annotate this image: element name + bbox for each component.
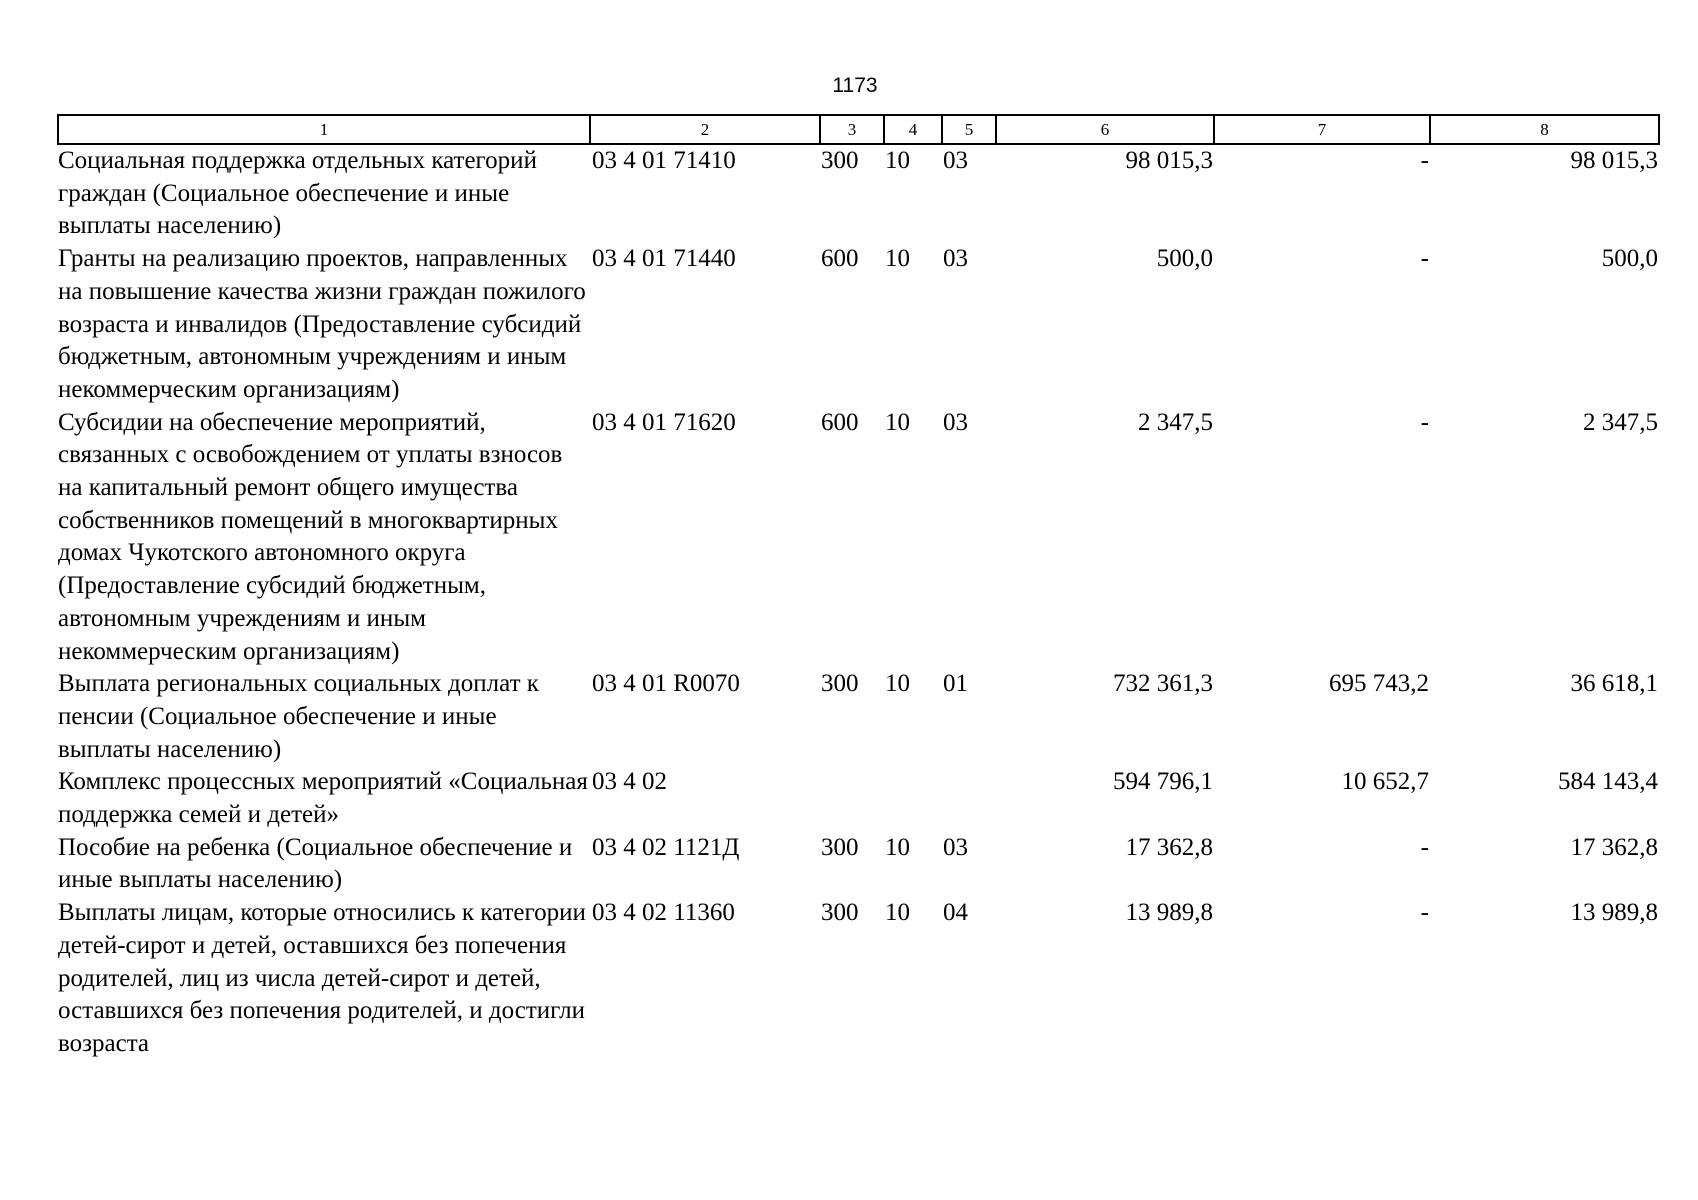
row-col-6: 500,0: [1156, 245, 1213, 273]
column-header-3: 3: [820, 115, 884, 144]
table-header-row: [58, 115, 1659, 144]
row-code: 03 4 01 R0070: [592, 670, 740, 698]
row-col-8: 13 989,8: [1570, 899, 1658, 927]
row-name: Выплата региональных социальных доплат к пенсии (Социальное обеспечение и иные выплаты населению): [58, 670, 539, 763]
column-header-6: 6: [996, 115, 1214, 144]
row-col-4: 10: [885, 147, 910, 174]
row-code: 03 4 02: [592, 768, 667, 796]
row-col-8: 584 143,4: [1558, 768, 1658, 796]
row-col-6: 2 347,5: [1138, 408, 1213, 436]
row-col-8: 17 362,8: [1570, 833, 1658, 861]
row-col-7: -: [1420, 245, 1429, 273]
row-col-7: -: [1420, 147, 1429, 174]
row-col-8: 98 015,3: [1570, 147, 1658, 174]
column-header-7: 7: [1214, 115, 1430, 144]
row-name: Социальная поддержка отдельных категорий граждан (Социальное обеспечение и иные выплаты населению): [58, 147, 537, 240]
row-code: 03 4 02 11360: [592, 899, 735, 927]
table-row: [58, 243, 1659, 407]
row-name: Пособие на ребенка (Социальное обеспечение и иные выплаты населению): [58, 833, 573, 894]
row-col-7: -: [1420, 899, 1429, 927]
page-number: 1173: [832, 74, 878, 97]
column-header-4: 4: [884, 115, 942, 144]
row-col-3: 600: [821, 408, 859, 436]
row-col-7: -: [1420, 833, 1429, 861]
row-col-6: 732 361,3: [1113, 670, 1213, 698]
row-col-4: 10: [885, 670, 910, 698]
row-col-4: 10: [885, 899, 910, 927]
row-col-3: 300: [821, 899, 859, 927]
row-col-7: 695 743,2: [1329, 670, 1429, 698]
row-col-8: 36 618,1: [1570, 670, 1658, 698]
row-col-3: 300: [821, 670, 859, 698]
row-code: 03 4 01 71440: [592, 245, 736, 273]
table-row: [58, 832, 1659, 897]
table-row: [58, 766, 1659, 831]
row-col-3: 600: [821, 245, 859, 273]
row-col-5: 03: [943, 147, 968, 174]
row-col-6: 17 362,8: [1125, 833, 1213, 861]
row-col-5: 03: [943, 833, 968, 861]
row-col-8: 2 347,5: [1583, 408, 1658, 436]
row-name: Выплаты лицам, которые относились к категории детей-сирот и детей, оставшихся без попечения родителей, лиц из числа детей-сирот и детей, оставшихся без попечения родителей, и достигли возраста: [58, 899, 586, 1057]
row-code: 03 4 01 71620: [592, 408, 736, 436]
table-row: [58, 407, 1659, 669]
row-col-5: 03: [943, 408, 968, 436]
row-col-4: [884, 766, 942, 831]
row-col-5: 04: [943, 899, 968, 927]
row-code: 03 4 01 71410: [592, 147, 736, 174]
row-col-7: -: [1420, 408, 1429, 436]
row-col-6: 594 796,1: [1113, 768, 1213, 796]
row-col-3: [820, 766, 884, 831]
row-col-5: [942, 766, 996, 831]
column-header-5: 5: [942, 115, 996, 144]
table-row: [58, 897, 1659, 1061]
row-col-4: 10: [885, 408, 910, 436]
column-header-8: 8: [1430, 115, 1659, 144]
row-col-5: 01: [943, 670, 968, 698]
row-name: Гранты на реализацию проектов, направленных на повышение качества жизни граждан пожилого возраста и инвалидов (Предоставление субсидий бюджетным, автономным учреждениям и иным некоммерческим организациям): [58, 245, 586, 403]
row-name: Субсидии на обеспечение мероприятий, связанных с освобождением от уплаты взносов на капитальный ремонт общего имущества собственников помещений в многоквартирных домах Чукотского автономного округа (Предоставление субсидий бюджетным, автономным учреждениям и иным некоммерческим организациям): [58, 408, 563, 665]
row-code: 03 4 02 1121Д: [592, 833, 740, 861]
column-header-1: 1: [58, 115, 590, 144]
row-col-6: 13 989,8: [1125, 899, 1213, 927]
row-col-8: 500,0: [1601, 245, 1658, 273]
row-col-3: 300: [821, 833, 859, 861]
row-col-4: 10: [885, 833, 910, 861]
row-col-4: 10: [885, 245, 910, 273]
row-col-5: 03: [943, 245, 968, 273]
table-row: [58, 668, 1659, 766]
row-col-6: 98 015,3: [1125, 147, 1213, 174]
row-col-7: 10 652,7: [1341, 768, 1429, 796]
row-name: Комплекс процессных мероприятий «Социальная поддержка семей и детей»: [58, 768, 588, 829]
row-col-3: 300: [821, 147, 859, 174]
table-row: [58, 144, 1659, 243]
column-header-2: 2: [590, 115, 820, 144]
budget-table: [57, 114, 1660, 1061]
